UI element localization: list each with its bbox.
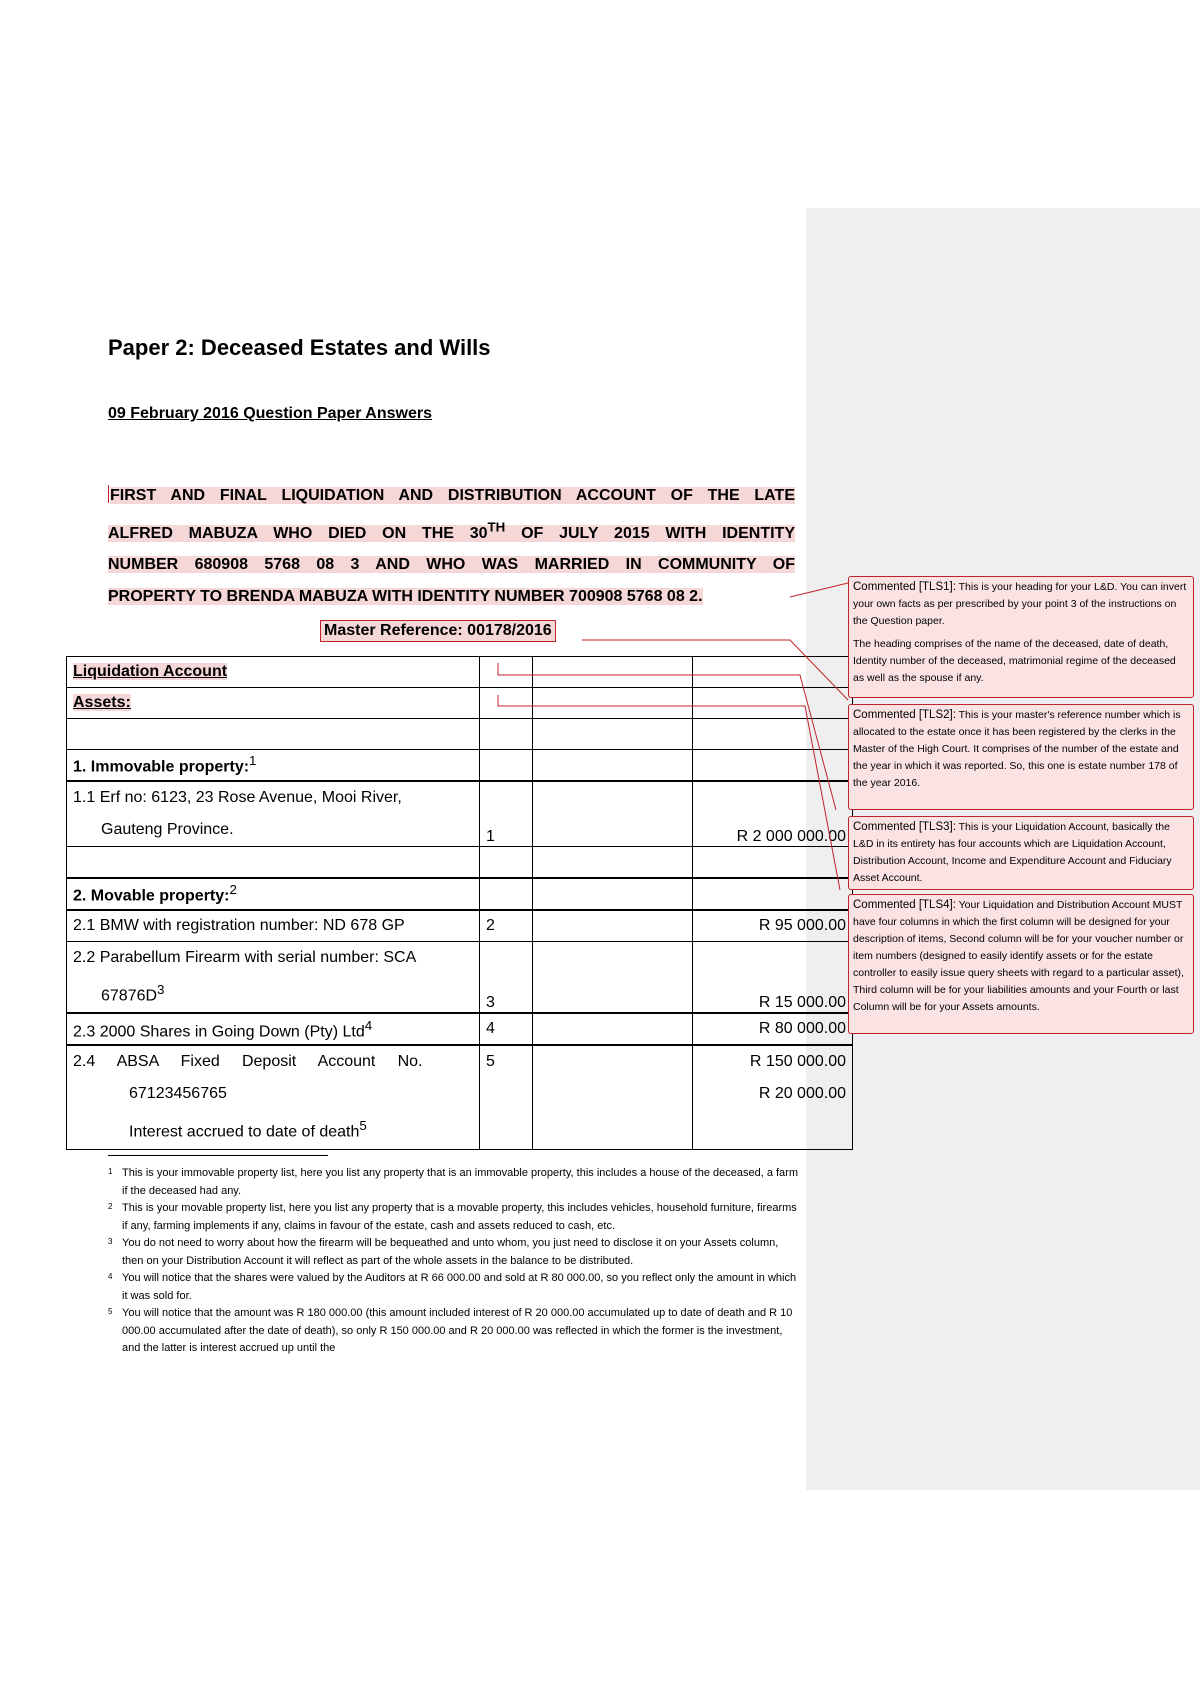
row-1-1-amount: R 2 000 000.00 <box>736 828 846 845</box>
movable-section-label: 2. Movable property: <box>73 887 230 905</box>
heading-line-4: PROPERTY TO BRENDA MABUZA WITH IDENTITY NUMBER 700908 5768 08 2. <box>108 587 703 605</box>
liquidation-account-label[interactable]: Liquidation Account <box>73 663 228 680</box>
table-row <box>67 781 853 847</box>
comment-tls3[interactable]: Commented [TLS3]: This is your Liquidation Account, basically the L&D in its entirety has four accounts which are Liquidation Account, Distribution Account, Income and Expenditure Account and Fiduciary Asset Account. <box>848 816 1194 890</box>
footnote-separator <box>108 1155 328 1156</box>
comment-tls4[interactable]: Commented [TLS4]: Your Liquidation and Distribution Account MUST have four columns in which the first column will be designed for your description of items, Second column will be for your voucher number or item numbers (designed to easily identify assets or for the estate controller to easily issue query sheets with regard to a particular asset), Third column will be for your liabilities amounts and your Fourth or last Column will be for your Assets amounts. <box>848 894 1194 1034</box>
row-1-1-line-2: Gauteng Province. <box>101 821 234 838</box>
table-row <box>67 750 853 782</box>
heading-line-2-rest: OF JULY 2015 WITH IDENTITY <box>505 524 795 542</box>
row-2-2-number: 3 <box>486 994 495 1012</box>
footnote-ref[interactable]: 1 <box>249 753 257 769</box>
row-2-4-amount-2: R 20 000.00 <box>758 1085 846 1103</box>
table-row <box>67 942 853 1014</box>
footnote-ref[interactable]: 3 <box>157 982 165 997</box>
table-row <box>67 1013 853 1045</box>
footnote-ref[interactable]: 2 <box>229 882 237 898</box>
row-2-4-number: 5 <box>486 1053 495 1071</box>
table-row <box>67 719 853 750</box>
page-subtitle: 09 February 2016 Question Paper Answers <box>108 405 432 422</box>
account-heading[interactable] <box>108 480 795 612</box>
row-1-1-line-1: 1.1 Erf no: 6123, 23 Rose Avenue, Mooi River, <box>73 789 402 806</box>
row-2-2-amount: R 15 000.00 <box>758 994 846 1012</box>
footnote: 3 You do not need to worry about how the firearm will be bequeathed and unto whom, you just need to disclose it on your Assets column, then on your Distribution Account it will reflect as part of the whole assets in the balance to be distributed. <box>108 1237 779 1267</box>
footnotes <box>108 1165 798 1358</box>
heading-line-3: NUMBER 680908 5768 08 3 AND WHO WAS MARRIED IN COMMUNITY OF <box>108 556 795 574</box>
row-2-4-amount-1: R 150 000.00 <box>749 1053 846 1071</box>
row-2-4-line-3: Interest accrued to date of death <box>129 1123 360 1141</box>
row-2-2-line-1: 2.2 Parabellum Firearm with serial number: SCA <box>73 949 417 966</box>
table-row <box>67 657 853 688</box>
footnote: 2 This is your movable property list, here you list any property that is a movable property, this includes vehicles, household furniture, firearms if any, farming implements if any, claims in favour of the estate, cash and assets reduced to cash, etc. <box>108 1202 797 1232</box>
footnote-ref[interactable]: 4 <box>364 1017 373 1033</box>
heading-line-2: ALFRED MABUZA WHO DIED ON THE 30 <box>108 524 488 542</box>
heading-line-1: FIRST AND FINAL LIQUIDATION AND DISTRIBUTION ACCOUNT OF THE LATE <box>110 487 795 504</box>
comment-tls2[interactable]: Commented [TLS2]: This is your master's reference number which is allocated to the estate once it has been registered by the clerks in the Master of the High Court. It comprises of the number of the estate and the year in which it was reported. So, this one is estate number 178 of the year 2016. <box>848 704 1194 810</box>
master-reference[interactable]: Master Reference: 00178/2016 <box>320 620 556 642</box>
row-2-3-amount: R 80 000.00 <box>758 1020 846 1038</box>
immovable-section-label: 1. Immovable property: <box>73 758 250 776</box>
footnote: 1 This is your immovable property list, here you list any property that is an immovable property, this includes a house of the deceased, a farm if the deceased had any. <box>108 1167 799 1197</box>
footnote: 5 You will notice that the amount was R 180 000.00 (this amount included interest of R 20 000.00 accumulated up to date of death and R 10 000.00 accumulated after the date of death), so only R 150 000.00 and R 20 000.00 was reflected in which the former is the investment, and the latter is interest accrued up until the <box>108 1307 793 1354</box>
table-row <box>67 1045 853 1149</box>
assets-label[interactable]: Assets: <box>73 694 131 711</box>
table-row <box>67 910 853 942</box>
row-2-3-number: 4 <box>486 1020 495 1038</box>
liquidation-table <box>66 656 853 1150</box>
row-2-1-description: 2.1 BMW with registration number: ND 678 GP <box>73 917 405 934</box>
row-2-1-number: 2 <box>486 917 495 934</box>
footnote: 4 You will notice that the shares were valued by the Auditors at R 66 000.00 and sold at R 80 000.00, so you reflect only the amount in which it was sold for. <box>108 1272 797 1302</box>
comment-anchor-caret <box>108 485 109 503</box>
row-2-1-amount: R 95 000.00 <box>758 917 846 934</box>
row-1-1-number: 1 <box>486 828 495 845</box>
row-2-4-line-1: 2.4 ABSA Fixed Deposit Account No. <box>73 1053 423 1071</box>
table-row <box>67 847 853 879</box>
footnote-ref[interactable]: 5 <box>359 1118 367 1134</box>
page-title: Paper 2: Deceased Estates and Wills <box>108 335 491 360</box>
heading-line-2-sup: TH <box>487 519 506 535</box>
table-row <box>67 878 853 910</box>
comment-tls1[interactable]: Commented [TLS1]: This is your heading for your L&D. You can invert your own facts as per prescribed by your point 3 of the instructions on the Question paper. The heading comprises of the name of the deceased, date of death, Identity number of the deceased, matrimonial regime of the deceased as well as the spouse if any. <box>848 576 1194 698</box>
row-2-2-line-2: 67876D <box>101 987 158 1005</box>
row-2-4-line-2: 67123456765 <box>129 1085 227 1103</box>
table-row <box>67 688 853 719</box>
row-2-3-description: 2.3 2000 Shares in Going Down (Pty) Ltd <box>73 1022 365 1040</box>
